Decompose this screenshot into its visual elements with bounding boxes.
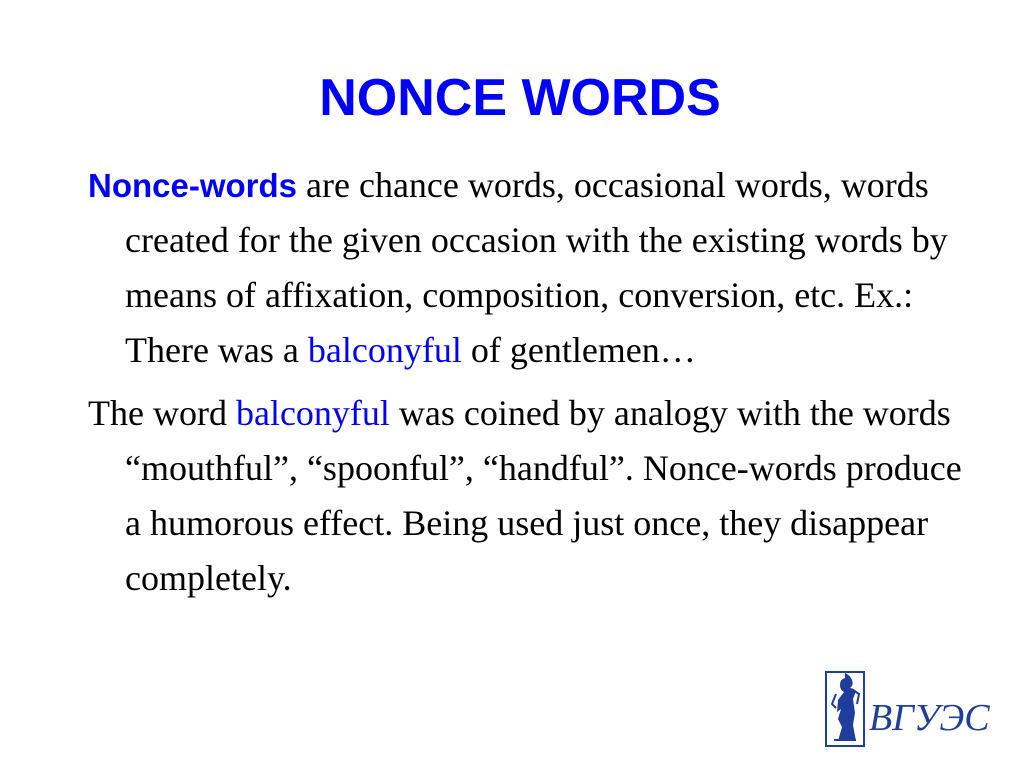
analogy-text-end: was coined by analogy with the words “mouthful”, “spoonful”, “handful”. Nonce-words produce a humorous effect. Being used just once, they disappear completely. (125, 393, 962, 598)
example-word: balconyful (307, 330, 462, 370)
slide-title: NONCE WORDS (319, 69, 721, 127)
statue-emblem-icon (826, 672, 864, 746)
slide-body (88, 158, 968, 614)
university-logo (822, 670, 1002, 752)
paragraph-analogy (88, 386, 968, 606)
example-text-end: of gentlemen… (461, 330, 696, 370)
term-nonce-words: Nonce-words (88, 167, 298, 204)
paragraph-definition (88, 158, 968, 378)
definition-text: are chance words, occasional words, words created for the given occasion with the existing words by means of affixation, composition, conversion, etc. Ex.: There was a (125, 165, 948, 370)
analogy-text-start: The word (88, 393, 236, 433)
example-word: balconyful (235, 393, 390, 433)
logo-text: ВГУЭС (869, 697, 990, 739)
